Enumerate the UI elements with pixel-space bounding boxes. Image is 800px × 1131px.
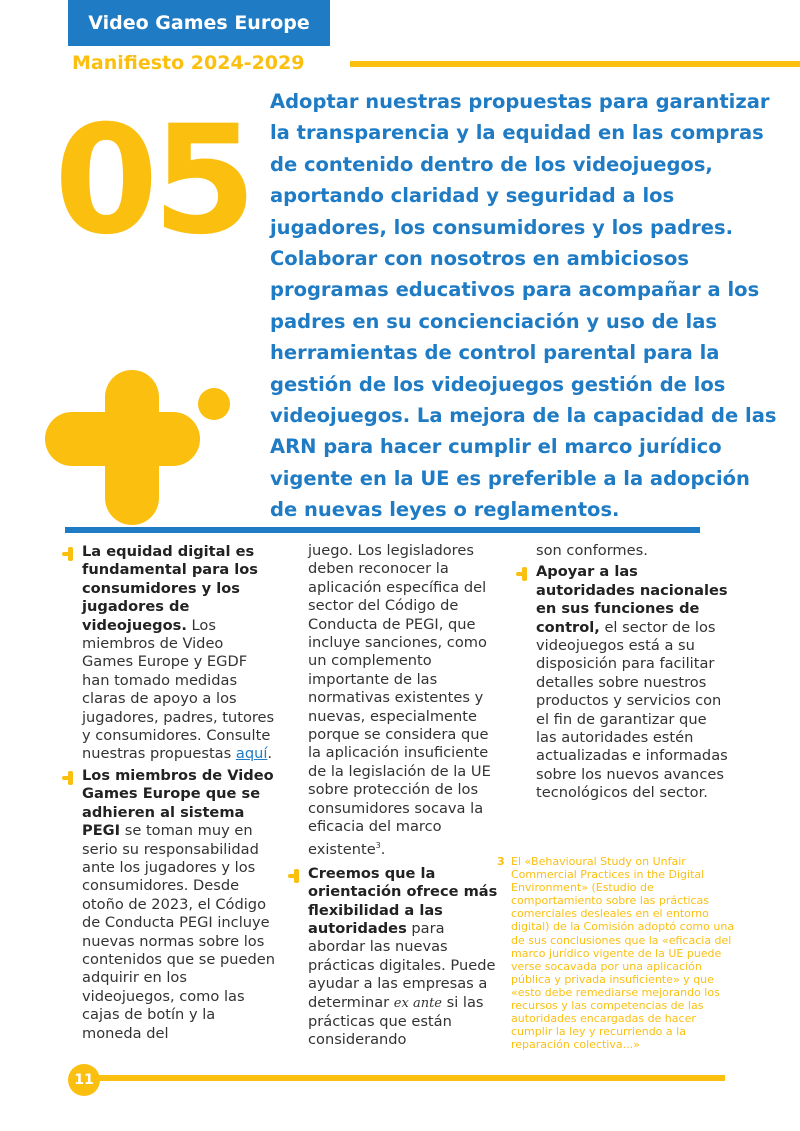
footnote-number: 3	[497, 855, 505, 868]
list-item	[82, 543, 278, 764]
item-heading: Creemos que la orientación ofrece más flexibilidad a las autoridades	[308, 864, 498, 937]
proposals-link[interactable]: aquí	[235, 745, 268, 763]
italic-term: ex ante	[393, 995, 442, 1011]
page-number: 11	[68, 1064, 100, 1096]
bullet-icon	[62, 771, 74, 785]
continued-text	[308, 542, 498, 859]
continued-text: son conformes.	[536, 542, 648, 559]
column-2	[308, 542, 498, 1050]
item-heading: Apoyar a las autoridades nacionales en sus funciones de control,	[536, 563, 728, 636]
bullet-icon	[62, 547, 74, 561]
list-item	[82, 767, 278, 1043]
punct: .	[380, 840, 386, 858]
footer-rule	[90, 1075, 725, 1081]
item-text: Los miembros de Video Games Europe y EGDF han tomado medidas claras de apoyo a los jugadores, padres, tutores y consumidores. Consulte nuestras propuestas	[82, 616, 275, 763]
bullet-icon	[288, 869, 300, 883]
footnote	[497, 855, 737, 1051]
column-1	[82, 543, 278, 1043]
item-heading: Los miembros de Video Games Europe que se adhieren al sistema PEGI	[82, 766, 274, 840]
subtitle-rule	[350, 61, 800, 67]
bullet-icon	[516, 567, 528, 581]
list-item	[308, 865, 498, 1050]
section-number: 05	[54, 94, 251, 268]
brand-banner: Video Games Europe	[68, 0, 330, 46]
item-text: para abordar las nuevas prácticas digitales. Puede ayudar a las empresas a determinar	[308, 919, 496, 1011]
footnote-ref[interactable]: 3	[375, 840, 381, 850]
item-text: si las prácticas que están considerando	[308, 993, 484, 1049]
item-text: el sector de los videojuegos está a su disposición para facilitar detalles sobre nuestros productos y servicios con el fin de garantizar que las autoridades estén actualizadas e informadas sobre los nuevos avances tecnológicos del sector.	[536, 618, 728, 802]
manifesto-subtitle: Manifiesto 2024-2029	[72, 52, 305, 74]
item-heading: La equidad digital es fundamental para los consumidores y los jugadores de videojuegos.	[82, 543, 258, 634]
list-item	[536, 563, 730, 802]
punct: .	[267, 745, 273, 763]
item-text: se toman muy en serio su responsabilidad ante los jugadores y los consumidores. Desde otoño de 2023, el Código de Conducta PEGI incluye nuevas normas sobre los contenidos que se pueden adquirir en los videojuegos, como las cajas de botín y la moneda del	[82, 822, 275, 1042]
lead-paragraph: Adoptar nuestras propuestas para garantizar la transparencia y la equidad en las compras de contenido dentro de los videojuegos, aportando claridad y seguridad a los jugadores, los consumidores y los padres. Colaborar con nosotros en ambiciosos programas educativos para acompañar a los padres en su concienciación y uso de las herramientas de control parental para la gestión de los videojuegos gestión de los videojuegos. La mejora de la capacidad de las ARN para hacer cumplir el marco jurídico vigente en la UE es preferible a la adopción de nuevas leyes o reglamentos.	[270, 90, 777, 522]
section-divider	[65, 527, 700, 533]
footnote-text: El «Behavioural Study on Unfair Commercial Practices in the Digital Environment» (Estudio de comportamiento sobre las prácticas comerciales desleales en el entorno digital) de la Comisión adoptó como una de sus conclusiones que la «eficacia del marco jurídico vigente de la UE puede verse socavada por una aplicación pública y privada insuficiente» y que «esto debe remediarse mejorando los recursos y las competencias de las autoridades encargadas de hacer cumplir la ley y recurriendo a la reparación colectiva...»	[511, 855, 735, 1052]
column-3	[536, 542, 730, 803]
paragraph: juego. Los legisladores deben reconocer la aplicación específica del sector del Código de Conducta de PEGI, que incluye sanciones, como un complemento importante de las normativas existentes y nuevas, especialmente porque se considera que la aplicación insuficiente de la legislación de la UE sobre protección de los consumidores socava la eficacia del marco existente	[308, 542, 491, 858]
